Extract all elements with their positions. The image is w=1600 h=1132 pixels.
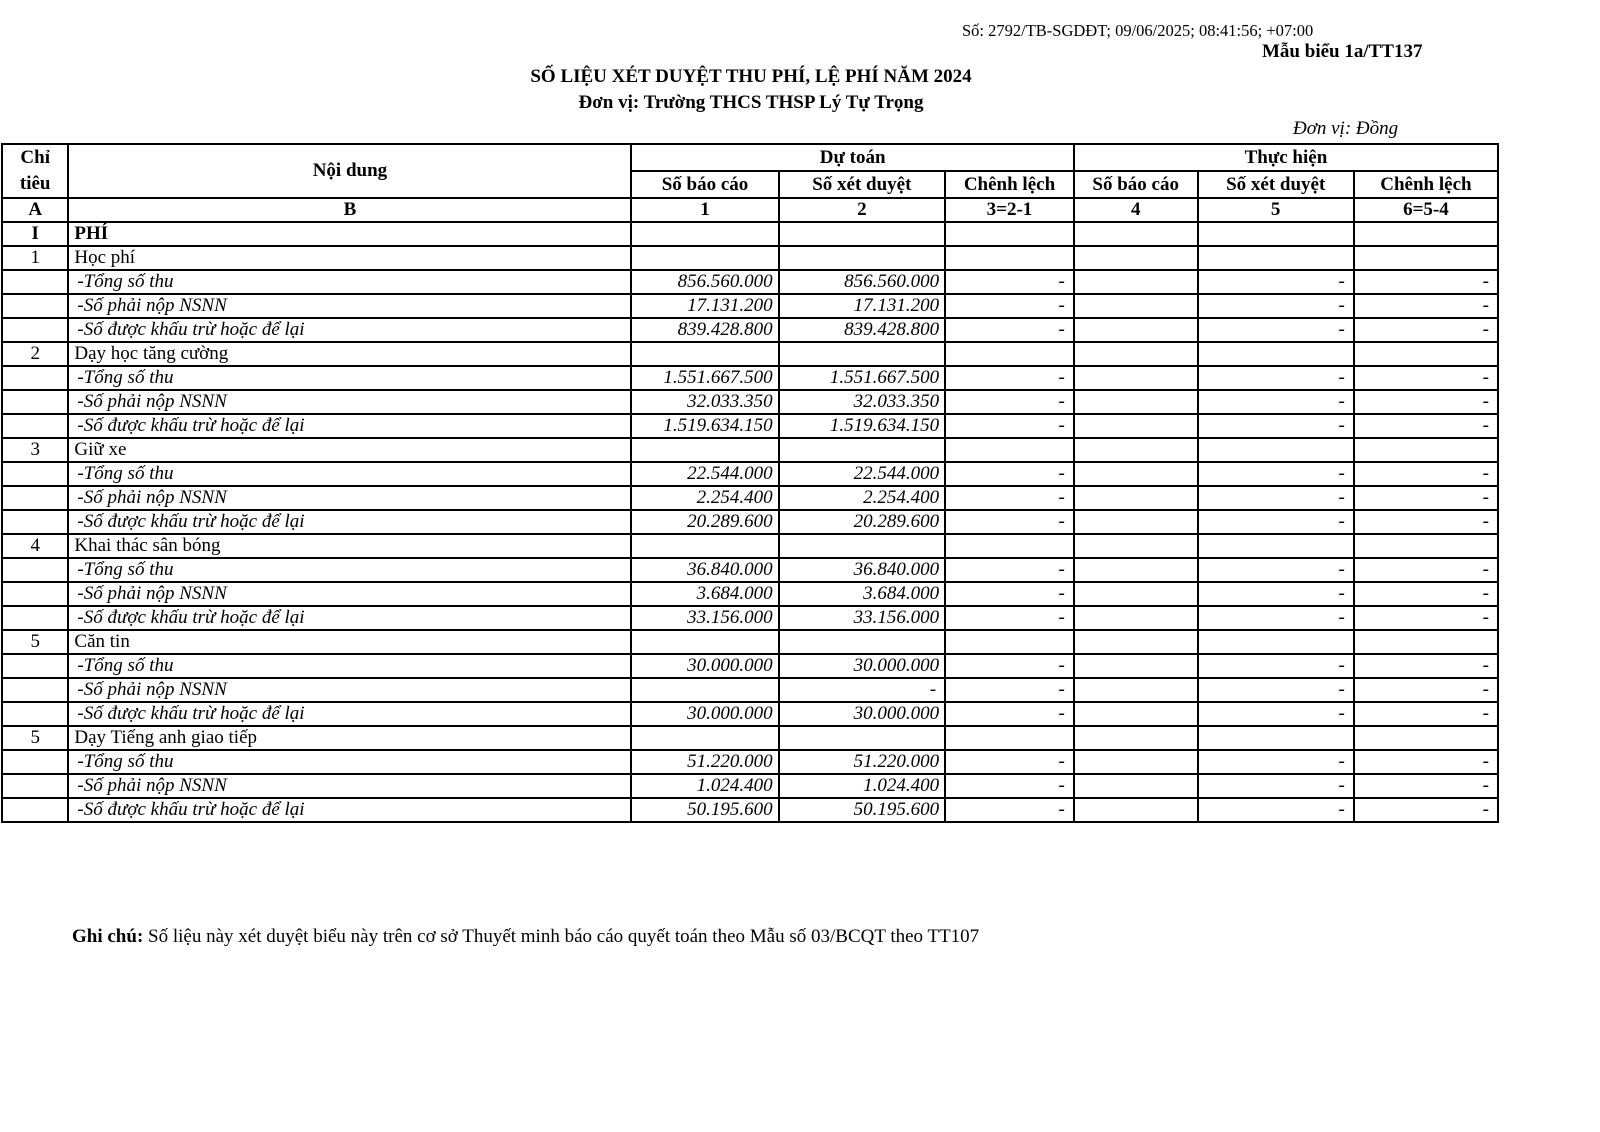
cell-actual-approved bbox=[1198, 246, 1354, 270]
cell-estimate-reported: 30.000.000 bbox=[631, 654, 778, 678]
footnote bbox=[72, 926, 979, 948]
cell-estimate-difference: - bbox=[945, 606, 1074, 630]
cell-actual-reported bbox=[1074, 534, 1198, 558]
cell-estimate-approved: 1.519.634.150 bbox=[779, 414, 946, 438]
cell-estimate-difference: - bbox=[945, 390, 1074, 414]
table-row bbox=[2, 510, 1498, 534]
cell-actual-difference: - bbox=[1354, 414, 1498, 438]
cell-actual-difference bbox=[1354, 222, 1498, 246]
cell-code bbox=[2, 702, 68, 726]
cell-estimate-reported: 1.519.634.150 bbox=[631, 414, 778, 438]
cell-actual-approved: - bbox=[1198, 798, 1354, 822]
cell-estimate-difference: - bbox=[945, 774, 1074, 798]
cell-actual-reported bbox=[1074, 630, 1198, 654]
cell-actual-reported bbox=[1074, 726, 1198, 750]
cell-actual-difference bbox=[1354, 726, 1498, 750]
table-row bbox=[2, 366, 1498, 390]
cell-actual-reported bbox=[1074, 270, 1198, 294]
table-row bbox=[2, 390, 1498, 414]
fee-report-table bbox=[1, 143, 1499, 823]
cell-estimate-difference bbox=[945, 222, 1074, 246]
cell-estimate-reported: 2.254.400 bbox=[631, 486, 778, 510]
table-row bbox=[2, 702, 1498, 726]
cell-actual-approved bbox=[1198, 222, 1354, 246]
header-estimate-approved: Số xét duyệt bbox=[779, 171, 946, 198]
cell-actual-reported bbox=[1074, 486, 1198, 510]
table-row bbox=[2, 654, 1498, 678]
section-row bbox=[2, 222, 1498, 246]
cell-estimate-reported: 33.156.000 bbox=[631, 606, 778, 630]
cell-actual-difference bbox=[1354, 534, 1498, 558]
cell-estimate-approved: 17.131.200 bbox=[779, 294, 946, 318]
cell-actual-approved: - bbox=[1198, 558, 1354, 582]
cell-content: -Số được khấu trừ hoặc để lại bbox=[68, 702, 631, 726]
report-body bbox=[2, 222, 1498, 822]
cell-actual-approved bbox=[1198, 630, 1354, 654]
cell-code bbox=[2, 366, 68, 390]
cell-code bbox=[2, 750, 68, 774]
cell-actual-difference: - bbox=[1354, 678, 1498, 702]
table-row bbox=[2, 582, 1498, 606]
cell-actual-reported bbox=[1074, 414, 1198, 438]
cell-content: -Số được khấu trừ hoặc để lại bbox=[68, 510, 631, 534]
index-cell: B bbox=[68, 198, 631, 222]
header-estimate-difference: Chênh lệch bbox=[945, 171, 1074, 198]
cell-actual-difference: - bbox=[1354, 606, 1498, 630]
cell-content: -Số phải nộp NSNN bbox=[68, 774, 631, 798]
cell-estimate-difference: - bbox=[945, 558, 1074, 582]
cell-actual-reported bbox=[1074, 582, 1198, 606]
cell-content: -Số được khấu trừ hoặc để lại bbox=[68, 606, 631, 630]
cell-code bbox=[2, 654, 68, 678]
cell-code bbox=[2, 462, 68, 486]
index-cell: 5 bbox=[1198, 198, 1354, 222]
cell-actual-approved: - bbox=[1198, 390, 1354, 414]
header-actual-reported: Số báo cáo bbox=[1074, 171, 1198, 198]
cell-estimate-approved: 32.033.350 bbox=[779, 390, 946, 414]
table-row bbox=[2, 294, 1498, 318]
cell-estimate-difference bbox=[945, 630, 1074, 654]
cell-actual-difference: - bbox=[1354, 294, 1498, 318]
cell-estimate-difference: - bbox=[945, 798, 1074, 822]
cell-actual-approved: - bbox=[1198, 582, 1354, 606]
cell-actual-approved: - bbox=[1198, 606, 1354, 630]
cell-estimate-reported bbox=[631, 222, 778, 246]
cell-actual-reported bbox=[1074, 246, 1198, 270]
cell-actual-reported bbox=[1074, 606, 1198, 630]
cell-code bbox=[2, 390, 68, 414]
cell-content: -Tổng số thu bbox=[68, 366, 631, 390]
cell-estimate-approved: 30.000.000 bbox=[779, 702, 946, 726]
index-cell: 1 bbox=[631, 198, 778, 222]
header-estimate-reported: Số báo cáo bbox=[631, 171, 778, 198]
index-cell: 4 bbox=[1074, 198, 1198, 222]
cell-estimate-approved bbox=[779, 630, 946, 654]
header-actual-approved: Số xét duyệt bbox=[1198, 171, 1354, 198]
cell-actual-approved: - bbox=[1198, 510, 1354, 534]
cell-actual-reported bbox=[1074, 438, 1198, 462]
cell-estimate-reported: 1.551.667.500 bbox=[631, 366, 778, 390]
cell-actual-difference: - bbox=[1354, 702, 1498, 726]
cell-actual-difference: - bbox=[1354, 654, 1498, 678]
cell-estimate-reported: 22.544.000 bbox=[631, 462, 778, 486]
cell-actual-approved: - bbox=[1198, 678, 1354, 702]
cell-estimate-difference: - bbox=[945, 366, 1074, 390]
cell-content: -Số phải nộp NSNN bbox=[68, 294, 631, 318]
cell-actual-reported bbox=[1074, 798, 1198, 822]
cell-actual-approved: - bbox=[1198, 702, 1354, 726]
cell-content: -Số được khấu trừ hoặc để lại bbox=[68, 798, 631, 822]
cell-estimate-difference: - bbox=[945, 750, 1074, 774]
cell-estimate-approved bbox=[779, 246, 946, 270]
cell-actual-difference: - bbox=[1354, 318, 1498, 342]
cell-estimate-approved: 51.220.000 bbox=[779, 750, 946, 774]
cell-estimate-reported: 17.131.200 bbox=[631, 294, 778, 318]
cell-estimate-reported: 36.840.000 bbox=[631, 558, 778, 582]
cell-actual-approved: - bbox=[1198, 486, 1354, 510]
cell-actual-reported bbox=[1074, 462, 1198, 486]
cell-actual-difference: - bbox=[1354, 462, 1498, 486]
cell-content: -Số phải nộp NSNN bbox=[68, 390, 631, 414]
cell-actual-approved: - bbox=[1198, 270, 1354, 294]
cell-actual-reported bbox=[1074, 750, 1198, 774]
cell-estimate-reported: 3.684.000 bbox=[631, 582, 778, 606]
cell-actual-difference: - bbox=[1354, 582, 1498, 606]
cell-actual-difference: - bbox=[1354, 774, 1498, 798]
cell-content: PHÍ bbox=[68, 222, 631, 246]
cell-content: Khai thác sân bóng bbox=[68, 534, 631, 558]
header-actual-difference: Chênh lệch bbox=[1354, 171, 1498, 198]
document-title: SỐ LIỆU XÉT DUYỆT THU PHÍ, LỆ PHÍ NĂM 2024 bbox=[530, 66, 972, 87]
cell-code bbox=[2, 582, 68, 606]
document-reference: Số: 2792/TB-SGDĐT; 09/06/2025; 08:41:56; +07:00 bbox=[962, 21, 1314, 40]
cell-actual-difference: - bbox=[1354, 510, 1498, 534]
cell-estimate-approved bbox=[779, 438, 946, 462]
currency-unit: Đơn vị: Đồng bbox=[1293, 118, 1399, 139]
cell-actual-approved: - bbox=[1198, 294, 1354, 318]
cell-content: Dạy học tăng cường bbox=[68, 342, 631, 366]
header-row-index bbox=[2, 198, 1498, 222]
table-row bbox=[2, 486, 1498, 510]
cell-estimate-approved bbox=[779, 342, 946, 366]
cell-estimate-approved bbox=[779, 222, 946, 246]
cell-estimate-difference: - bbox=[945, 486, 1074, 510]
table-row bbox=[2, 270, 1498, 294]
header-group-actual: Thực hiện bbox=[1074, 144, 1498, 171]
cell-code bbox=[2, 798, 68, 822]
cell-actual-reported bbox=[1074, 294, 1198, 318]
cell-estimate-approved: 50.195.600 bbox=[779, 798, 946, 822]
cell-estimate-reported: 856.560.000 bbox=[631, 270, 778, 294]
form-code: Mẫu biểu 1a/TT137 bbox=[1262, 41, 1423, 62]
cell-estimate-approved bbox=[779, 726, 946, 750]
index-cell: 3=2-1 bbox=[945, 198, 1074, 222]
cell-estimate-reported: 50.195.600 bbox=[631, 798, 778, 822]
cell-actual-approved: - bbox=[1198, 654, 1354, 678]
table-row bbox=[2, 318, 1498, 342]
category-row bbox=[2, 534, 1498, 558]
cell-estimate-approved: 2.254.400 bbox=[779, 486, 946, 510]
cell-estimate-reported bbox=[631, 246, 778, 270]
category-row bbox=[2, 438, 1498, 462]
cell-code bbox=[2, 678, 68, 702]
cell-content: -Số phải nộp NSNN bbox=[68, 678, 631, 702]
header-row-group bbox=[2, 144, 1498, 171]
cell-code: 5 bbox=[2, 630, 68, 654]
cell-actual-difference bbox=[1354, 438, 1498, 462]
cell-content: -Số phải nộp NSNN bbox=[68, 582, 631, 606]
cell-estimate-reported: 839.428.800 bbox=[631, 318, 778, 342]
cell-estimate-approved bbox=[779, 534, 946, 558]
table-row bbox=[2, 558, 1498, 582]
cell-actual-approved bbox=[1198, 534, 1354, 558]
cell-estimate-difference: - bbox=[945, 510, 1074, 534]
cell-code bbox=[2, 294, 68, 318]
cell-estimate-reported: 51.220.000 bbox=[631, 750, 778, 774]
cell-actual-reported bbox=[1074, 366, 1198, 390]
cell-code: 1 bbox=[2, 246, 68, 270]
cell-actual-reported bbox=[1074, 678, 1198, 702]
cell-actual-approved: - bbox=[1198, 774, 1354, 798]
cell-content: Căn tin bbox=[68, 630, 631, 654]
cell-actual-difference bbox=[1354, 246, 1498, 270]
cell-code: 4 bbox=[2, 534, 68, 558]
index-cell: 6=5-4 bbox=[1354, 198, 1498, 222]
cell-estimate-approved: 30.000.000 bbox=[779, 654, 946, 678]
cell-actual-difference: - bbox=[1354, 390, 1498, 414]
cell-content: -Số được khấu trừ hoặc để lại bbox=[68, 318, 631, 342]
cell-estimate-approved: 22.544.000 bbox=[779, 462, 946, 486]
cell-actual-reported bbox=[1074, 390, 1198, 414]
footnote-text: Số liệu này xét duyệt biểu này trên cơ sở Thuyết minh báo cáo quyết toán theo Mẫu số 03/BCQT theo TT107 bbox=[143, 926, 980, 947]
footnote-label: Ghi chú: bbox=[72, 926, 144, 947]
cell-actual-reported bbox=[1074, 558, 1198, 582]
cell-actual-difference: - bbox=[1354, 486, 1498, 510]
cell-content: Học phí bbox=[68, 246, 631, 270]
cell-estimate-difference bbox=[945, 726, 1074, 750]
cell-estimate-difference bbox=[945, 246, 1074, 270]
category-row bbox=[2, 726, 1498, 750]
category-row bbox=[2, 342, 1498, 366]
cell-estimate-reported bbox=[631, 534, 778, 558]
cell-estimate-reported bbox=[631, 726, 778, 750]
cell-estimate-difference bbox=[945, 342, 1074, 366]
cell-code bbox=[2, 774, 68, 798]
cell-code bbox=[2, 486, 68, 510]
cell-estimate-difference: - bbox=[945, 318, 1074, 342]
cell-actual-approved: - bbox=[1198, 414, 1354, 438]
cell-code bbox=[2, 414, 68, 438]
cell-estimate-difference: - bbox=[945, 414, 1074, 438]
cell-code: I bbox=[2, 222, 68, 246]
cell-code bbox=[2, 270, 68, 294]
cell-content: -Tổng số thu bbox=[68, 750, 631, 774]
cell-estimate-approved: - bbox=[779, 678, 946, 702]
cell-actual-approved bbox=[1198, 726, 1354, 750]
cell-estimate-approved: 3.684.000 bbox=[779, 582, 946, 606]
cell-estimate-reported bbox=[631, 630, 778, 654]
cell-actual-reported bbox=[1074, 654, 1198, 678]
cell-actual-difference bbox=[1354, 630, 1498, 654]
cell-estimate-approved: 20.289.600 bbox=[779, 510, 946, 534]
cell-estimate-approved: 1.551.667.500 bbox=[779, 366, 946, 390]
cell-estimate-difference: - bbox=[945, 294, 1074, 318]
document-subtitle: Đơn vị: Trường THCS THSP Lý Tự Trọng bbox=[578, 92, 924, 113]
cell-actual-approved: - bbox=[1198, 462, 1354, 486]
cell-code bbox=[2, 510, 68, 534]
category-row bbox=[2, 630, 1498, 654]
cell-estimate-approved: 33.156.000 bbox=[779, 606, 946, 630]
cell-estimate-difference: - bbox=[945, 582, 1074, 606]
cell-estimate-approved: 856.560.000 bbox=[779, 270, 946, 294]
cell-estimate-approved: 839.428.800 bbox=[779, 318, 946, 342]
index-cell: 2 bbox=[779, 198, 946, 222]
cell-actual-difference: - bbox=[1354, 270, 1498, 294]
cell-actual-approved: - bbox=[1198, 366, 1354, 390]
table-row bbox=[2, 798, 1498, 822]
cell-estimate-reported: 20.289.600 bbox=[631, 510, 778, 534]
cell-actual-reported bbox=[1074, 702, 1198, 726]
table-row bbox=[2, 462, 1498, 486]
cell-actual-difference bbox=[1354, 342, 1498, 366]
cell-estimate-difference: - bbox=[945, 270, 1074, 294]
cell-code bbox=[2, 606, 68, 630]
cell-content: -Số được khấu trừ hoặc để lại bbox=[68, 414, 631, 438]
cell-estimate-reported bbox=[631, 678, 778, 702]
cell-estimate-reported: 30.000.000 bbox=[631, 702, 778, 726]
header-group-estimate: Dự toán bbox=[631, 144, 1073, 171]
cell-estimate-approved: 1.024.400 bbox=[779, 774, 946, 798]
cell-actual-approved: - bbox=[1198, 318, 1354, 342]
cell-code: 2 bbox=[2, 342, 68, 366]
cell-actual-reported bbox=[1074, 222, 1198, 246]
index-cell: A bbox=[2, 198, 68, 222]
cell-actual-reported bbox=[1074, 342, 1198, 366]
cell-content: -Tổng số thu bbox=[68, 654, 631, 678]
cell-estimate-difference: - bbox=[945, 678, 1074, 702]
cell-content: Dạy Tiếng anh giao tiếp bbox=[68, 726, 631, 750]
cell-code: 3 bbox=[2, 438, 68, 462]
cell-actual-approved: - bbox=[1198, 750, 1354, 774]
cell-actual-difference: - bbox=[1354, 750, 1498, 774]
cell-actual-difference: - bbox=[1354, 366, 1498, 390]
cell-code bbox=[2, 558, 68, 582]
cell-content: -Tổng số thu bbox=[68, 462, 631, 486]
header-content: Nội dung bbox=[68, 144, 631, 198]
cell-estimate-reported: 32.033.350 bbox=[631, 390, 778, 414]
table-row bbox=[2, 414, 1498, 438]
cell-estimate-difference: - bbox=[945, 654, 1074, 678]
cell-actual-difference: - bbox=[1354, 558, 1498, 582]
cell-estimate-reported bbox=[631, 342, 778, 366]
cell-estimate-reported: 1.024.400 bbox=[631, 774, 778, 798]
cell-estimate-difference: - bbox=[945, 702, 1074, 726]
table-row bbox=[2, 678, 1498, 702]
table-row bbox=[2, 750, 1498, 774]
cell-code: 5 bbox=[2, 726, 68, 750]
category-row bbox=[2, 246, 1498, 270]
cell-estimate-difference bbox=[945, 534, 1074, 558]
cell-actual-approved bbox=[1198, 438, 1354, 462]
cell-content: Giữ xe bbox=[68, 438, 631, 462]
cell-actual-difference: - bbox=[1354, 798, 1498, 822]
cell-estimate-approved: 36.840.000 bbox=[779, 558, 946, 582]
cell-actual-approved bbox=[1198, 342, 1354, 366]
cell-actual-reported bbox=[1074, 510, 1198, 534]
cell-content: -Tổng số thu bbox=[68, 558, 631, 582]
table-row bbox=[2, 606, 1498, 630]
cell-actual-reported bbox=[1074, 318, 1198, 342]
cell-estimate-reported bbox=[631, 438, 778, 462]
table-row bbox=[2, 774, 1498, 798]
cell-code bbox=[2, 318, 68, 342]
cell-actual-reported bbox=[1074, 774, 1198, 798]
cell-estimate-difference: - bbox=[945, 462, 1074, 486]
header-code: Chỉ tiêu bbox=[2, 144, 68, 198]
cell-estimate-difference bbox=[945, 438, 1074, 462]
cell-content: -Tổng số thu bbox=[68, 270, 631, 294]
cell-content: -Số phải nộp NSNN bbox=[68, 486, 631, 510]
